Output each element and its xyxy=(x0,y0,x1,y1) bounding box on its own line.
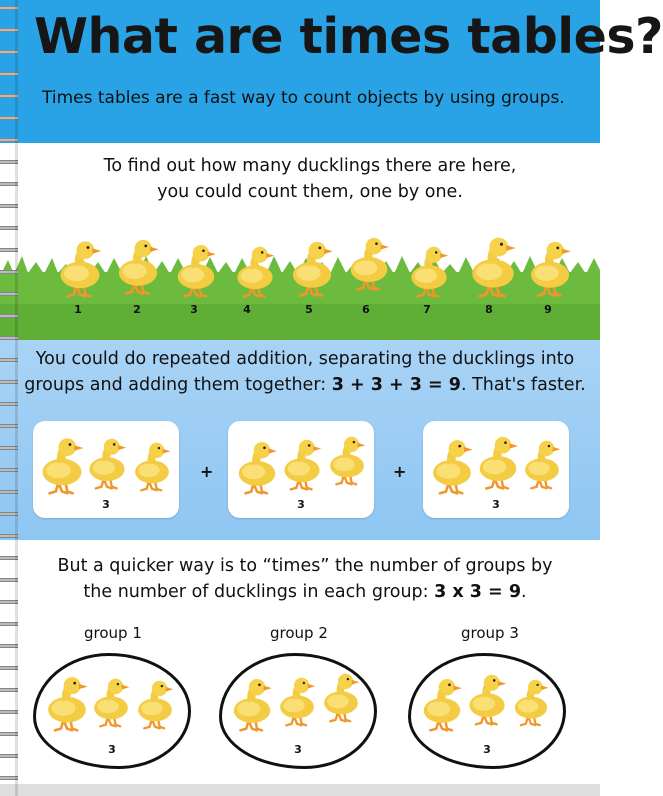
count-number-5: 5 xyxy=(305,303,313,316)
multiplication-text xyxy=(10,553,600,605)
duckling-4 xyxy=(225,242,285,298)
duckling xyxy=(230,437,284,495)
group-blob-3 xyxy=(408,653,566,769)
multiplication-line-1: But a quicker way is to “times” the number of groups by xyxy=(57,556,553,576)
duckling xyxy=(278,431,326,495)
duckling xyxy=(274,668,320,732)
group-label-2: group 2 xyxy=(270,624,328,642)
group-blob-1 xyxy=(33,653,191,769)
count-number-8: 8 xyxy=(485,303,493,316)
duckling xyxy=(519,431,565,495)
duckling xyxy=(324,423,370,495)
duckling xyxy=(40,672,94,732)
duckling-8 xyxy=(464,232,522,298)
duckling xyxy=(463,664,511,732)
page-title: What are times tables? xyxy=(34,8,663,65)
duckling xyxy=(473,427,523,495)
group-count: 3 xyxy=(294,743,302,756)
duckling xyxy=(318,660,364,732)
count-number-2: 2 xyxy=(133,303,141,316)
group-count: 3 xyxy=(297,498,305,511)
count-number-4: 4 xyxy=(243,303,251,316)
plus-sign: + xyxy=(200,462,214,481)
plus-sign: + xyxy=(393,462,407,481)
intro-line-2: you could count them, one by one. xyxy=(157,182,463,202)
duckling xyxy=(226,674,278,732)
duckling-5 xyxy=(286,236,338,298)
count-number-9: 9 xyxy=(544,303,552,316)
group-count: 3 xyxy=(483,743,491,756)
count-number-1: 1 xyxy=(74,303,82,316)
addition-equation: 3 + 3 + 3 = 9 xyxy=(331,375,461,395)
duckling xyxy=(129,435,175,495)
addition-line-2: groups and adding them together: 3 + 3 + 3 = 9. That's faster. xyxy=(24,375,586,395)
addition-card-1 xyxy=(33,421,179,518)
header-banner xyxy=(0,0,663,143)
group-count: 3 xyxy=(492,498,500,511)
duckling-9 xyxy=(524,236,576,298)
group-count: 3 xyxy=(108,743,116,756)
duckling xyxy=(509,670,553,732)
group-count: 3 xyxy=(102,498,110,511)
duckling xyxy=(415,674,469,732)
addition-card-3 xyxy=(423,421,569,518)
count-number-6: 6 xyxy=(362,303,370,316)
group-label-3: group 3 xyxy=(461,624,519,642)
multiplication-line-2: the number of ducklings in each group: 3 x 3 = 9. xyxy=(83,582,527,602)
intro-text xyxy=(20,153,600,205)
group-label-1: group 1 xyxy=(84,624,142,642)
duckling-7 xyxy=(400,242,458,298)
count-number-3: 3 xyxy=(190,303,198,316)
page-edge xyxy=(0,784,600,796)
duckling xyxy=(88,668,134,734)
duckling-6 xyxy=(344,226,394,298)
duckling-3 xyxy=(168,240,224,298)
duckling-1 xyxy=(50,236,110,298)
multiplication-equation: 3 x 3 = 9 xyxy=(434,582,521,602)
spiral-binding xyxy=(0,0,18,796)
duckling xyxy=(35,433,89,495)
group-blob-2 xyxy=(219,653,377,769)
duckling xyxy=(425,435,479,495)
page-subtitle: Times tables are a fast way to count objects by using groups. xyxy=(42,88,565,108)
addition-text xyxy=(10,346,600,398)
count-number-7: 7 xyxy=(423,303,431,316)
duckling xyxy=(83,429,131,495)
duckling-2 xyxy=(112,232,164,298)
intro-line-1: To find out how many ducklings there are here, xyxy=(103,156,517,176)
duckling xyxy=(132,674,178,732)
addition-line-1: You could do repeated addition, separating the ducklings into xyxy=(35,349,575,369)
addition-card-2 xyxy=(228,421,374,518)
